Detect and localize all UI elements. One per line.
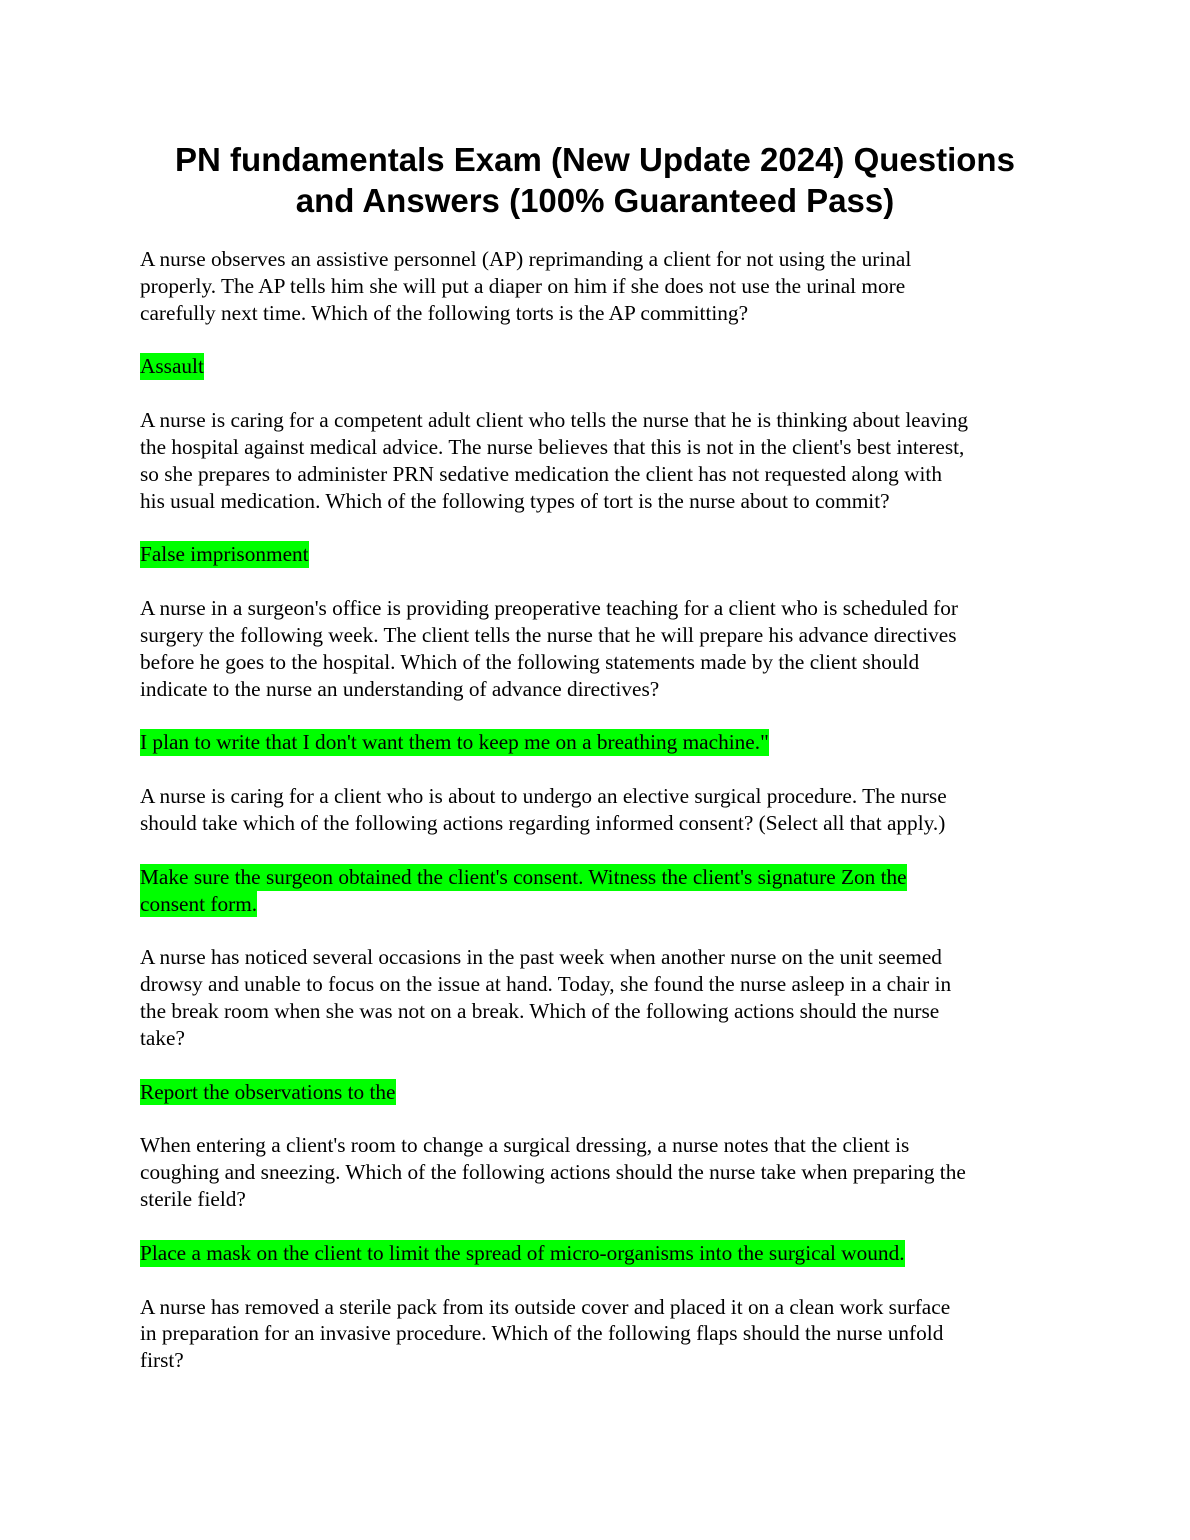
page-title [120, 139, 1070, 221]
question-line: A nurse is caring for a competent adult client who tells the nurse that he is thinking about leaving [140, 408, 969, 433]
title-line: PN fundamentals Exam (New Update 2024) Questions [175, 141, 1015, 178]
answer-line: Place a mask on the client to limit the spread of micro-organisms into the surgical wound. [140, 1240, 905, 1265]
question-7 [140, 1294, 1055, 1374]
question-line: in preparation for an invasive procedure. Which of the following flaps should the nurse unfold [140, 1321, 944, 1346]
answer-line: Assault [140, 354, 204, 379]
question-line: properly. The AP tells him she will put a diaper on him if she does not use the urinal more [140, 273, 906, 298]
answer-line: False imprisonment [140, 542, 309, 567]
title-line: and Answers (100% Guaranteed Pass) [295, 182, 895, 219]
question-3 [140, 595, 1055, 702]
answer-line: Report the observations to the [140, 1079, 396, 1104]
answer-line: I plan to write that I don't want them to keep me on a breathing machine." [140, 730, 769, 755]
question-5 [140, 944, 1055, 1051]
question-1 [140, 246, 1055, 326]
answer-3 [140, 729, 1055, 756]
question-4 [140, 783, 1055, 837]
question-2 [140, 407, 1055, 514]
question-line: A nurse has removed a sterile pack from its outside cover and placed it on a clean work surface [140, 1294, 951, 1319]
question-line: carefully next time. Which of the following torts is the AP committing? [140, 300, 749, 325]
question-line: the hospital against medical advice. The nurse believes that this is not in the client's best interest, [140, 434, 965, 459]
question-line: indicate to the nurse an understanding of advance directives? [140, 676, 660, 701]
answer-line: Make sure the surgeon obtained the client's consent. Witness the client's signature Zon the [140, 864, 907, 889]
question-line: his usual medication. Which of the following types of tort is the nurse about to commit? [140, 488, 890, 513]
question-line: A nurse has noticed several occasions in the past week when another nurse on the unit seemed [140, 945, 942, 970]
answer-1 [140, 353, 1055, 380]
question-6 [140, 1132, 1055, 1212]
question-list [140, 246, 1055, 1401]
question-line: should take which of the following actions regarding informed consent? (Select all that apply.) [140, 810, 946, 835]
answer-4 [140, 864, 1055, 918]
question-line: take? [140, 1025, 185, 1050]
answer-2 [140, 541, 1055, 568]
question-line: sterile field? [140, 1186, 246, 1211]
question-line: A nurse in a surgeon's office is providing preoperative teaching for a client who is scheduled for [140, 596, 959, 621]
question-line: so she prepares to administer PRN sedative medication the client has not requested along with [140, 461, 942, 486]
answer-5 [140, 1079, 1055, 1106]
question-line: the break room when she was not on a break. Which of the following actions should the nurse [140, 998, 940, 1023]
question-line: coughing and sneezing. Which of the following actions should the nurse take when preparing the [140, 1160, 966, 1185]
question-line: When entering a client's room to change a surgical dressing, a nurse notes that the client is [140, 1133, 910, 1158]
answer-6 [140, 1240, 1055, 1267]
question-line: A nurse observes an assistive personnel (AP) reprimanding a client for not using the urinal [140, 247, 912, 271]
question-line: surgery the following week. The client tells the nurse that he will prepare his advance directives [140, 622, 957, 647]
question-line: first? [140, 1348, 184, 1373]
question-line: drowsy and unable to focus on the issue at hand. Today, she found the nurse asleep in a chair in [140, 972, 952, 997]
question-line: A nurse is caring for a client who is about to undergo an elective surgical procedure. The nurse [140, 784, 947, 809]
question-line: before he goes to the hospital. Which of the following statements made by the client should [140, 649, 920, 674]
answer-line: consent form. [140, 891, 258, 916]
